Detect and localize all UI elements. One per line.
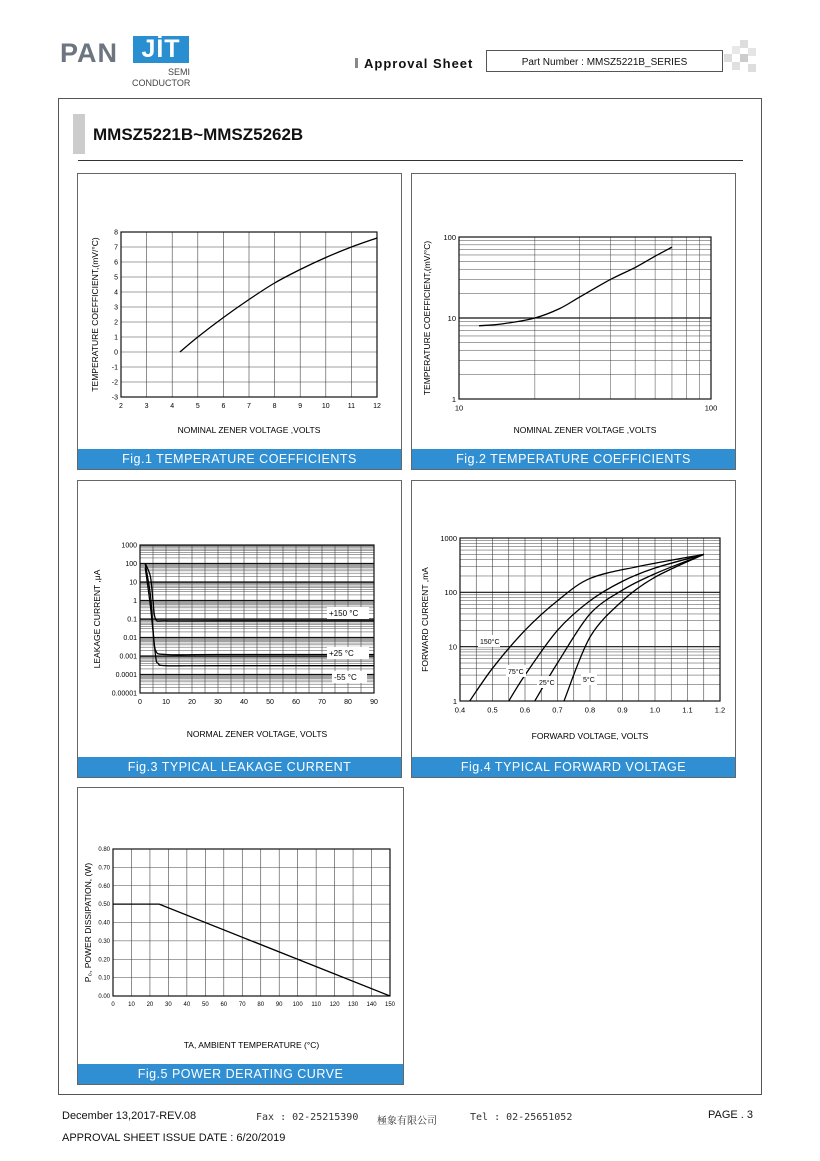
x-tick-label: 9	[298, 403, 303, 410]
x-tick-label: 70	[238, 1002, 246, 1008]
x-tick-label: 0.5	[487, 705, 498, 715]
y-tick-label: 0.60	[98, 883, 110, 890]
y-tick-label: 0.001	[119, 653, 137, 661]
x-tick-label: 1.0	[649, 705, 661, 715]
series-line	[113, 904, 390, 996]
x-axis-label: FORWARD VOLTAGE, VOLTS	[531, 731, 649, 741]
x-tick-label: 80	[257, 1002, 265, 1008]
y-tick-label: 5	[114, 274, 118, 282]
x-tick-label: 60	[292, 699, 300, 706]
x-tick-label: 6	[221, 403, 226, 410]
y-tick-label: 6	[114, 259, 118, 267]
y-tick-label: 1000	[440, 533, 457, 543]
x-axis-label: TA, AMBIENT TEMPERATURE (°C)	[183, 1040, 320, 1050]
y-tick-label: 10	[129, 579, 137, 587]
series-label: 75°C	[508, 669, 524, 676]
figure-caption: Fig.1 TEMPERATURE COEFFICIENTS	[78, 449, 401, 469]
y-tick-label: 0.20	[98, 957, 110, 964]
y-tick-label: 1	[451, 394, 456, 404]
y-tick-label: 1000	[121, 542, 137, 550]
x-tick-label: 130	[348, 1002, 359, 1008]
x-tick-label: 4	[170, 403, 175, 410]
logo-text-pan: PAN	[60, 38, 119, 68]
series-label: -55 °C	[334, 673, 357, 682]
x-tick-label: 10	[321, 403, 330, 410]
fig2-chart	[412, 174, 737, 451]
y-tick-label: 0.30	[98, 938, 110, 945]
y-axis-label: TEMPERATURE COEFFICIENT,(mV/°C)	[422, 240, 432, 396]
fax-number: Fax : 02-25215390	[256, 1112, 359, 1123]
x-tick-label: 0	[111, 1002, 115, 1008]
x-tick-label: 100	[704, 403, 718, 413]
x-tick-label: 2	[119, 403, 123, 410]
x-tick-label: 50	[266, 699, 274, 706]
revision-date: December 13,2017-REV.08	[62, 1110, 197, 1122]
figure-4-panel	[411, 480, 736, 778]
x-tick-label: 11	[347, 403, 356, 410]
figure-3-panel	[77, 480, 402, 778]
checker-decoration-icon	[724, 40, 764, 80]
x-tick-label: 70	[318, 699, 326, 706]
x-tick-label: 5	[195, 403, 200, 410]
x-tick-label: 0.8	[584, 705, 596, 715]
issue-date: APPROVAL SHEET ISSUE DATE : 6/20/2019	[62, 1132, 286, 1144]
fig4-chart	[412, 481, 737, 759]
x-tick-label: 0.9	[617, 705, 628, 715]
y-tick-label: -3	[111, 394, 118, 402]
y-tick-label: -1	[111, 364, 118, 372]
y-tick-label: 0	[114, 349, 118, 357]
part-number-box: Part Number : MMSZ5221B_SERIES	[486, 50, 723, 72]
y-axis-label: P₀, POWER DISSIPATION, (W)	[83, 862, 93, 983]
x-tick-label: 40	[183, 1002, 191, 1008]
x-tick-label: 40	[240, 699, 248, 706]
title-divider	[78, 160, 743, 161]
figure-caption: Fig.3 TYPICAL LEAKAGE CURRENT	[78, 757, 401, 777]
x-tick-label: 0.4	[454, 705, 466, 715]
x-tick-label: 0.6	[519, 705, 531, 715]
y-tick-label: 100	[444, 588, 457, 598]
logo-sub-semi: SEMI	[167, 67, 190, 77]
y-tick-label: -2	[111, 379, 118, 387]
figure-caption: Fig.2 TEMPERATURE COEFFICIENTS	[412, 449, 735, 469]
y-tick-label: 0.50	[98, 902, 110, 909]
x-tick-label: 0.7	[552, 705, 563, 715]
x-tick-label: 140	[366, 1002, 377, 1008]
y-tick-label: 0.80	[98, 847, 110, 853]
figure-5-panel	[77, 787, 404, 1085]
fig3-chart	[78, 481, 403, 759]
x-tick-label: 50	[201, 1002, 209, 1008]
figure-caption: Fig.4 TYPICAL FORWARD VOLTAGE	[412, 757, 735, 777]
x-tick-label: 30	[214, 699, 222, 706]
y-axis-label: FORWARD CURRENT ,mA	[420, 567, 430, 672]
x-tick-label: 10	[454, 403, 464, 413]
y-tick-label: 2	[114, 319, 118, 327]
y-tick-label: 8	[114, 229, 118, 237]
series-line	[479, 247, 672, 326]
logo-text-jit: JİT	[133, 36, 189, 63]
fig1-chart	[78, 174, 403, 451]
x-tick-label: 90	[275, 1002, 283, 1008]
series-label: 150°C	[480, 639, 500, 646]
title-accent	[73, 114, 85, 154]
y-tick-label: 0.70	[98, 865, 110, 872]
series-label: +150 °C	[329, 609, 359, 618]
y-tick-label: 4	[114, 289, 118, 297]
y-tick-label: 0.0001	[115, 672, 137, 679]
approval-marker	[355, 58, 358, 68]
x-tick-label: 110	[311, 1002, 321, 1008]
y-tick-label: 1	[452, 696, 457, 706]
y-tick-label: 0.1	[127, 616, 137, 624]
y-tick-label: 1	[114, 334, 118, 342]
x-tick-label: 150	[384, 1002, 396, 1008]
y-tick-label: 10	[447, 313, 456, 323]
y-tick-label: 7	[114, 244, 118, 252]
series-label: +25 °C	[329, 649, 354, 658]
x-tick-label: 8	[272, 403, 277, 410]
x-tick-label: 120	[329, 1002, 340, 1008]
y-tick-label: 100	[125, 561, 137, 568]
x-tick-label: 80	[344, 699, 352, 706]
logo-subtitle	[132, 67, 190, 89]
y-tick-label: 0.00	[98, 994, 110, 1000]
figure-2-panel	[411, 173, 736, 470]
x-tick-label: 1.2	[714, 705, 726, 715]
y-tick-label: 0.40	[98, 920, 110, 927]
y-axis-label: LEAKAGE CURRENT ,μA	[92, 569, 102, 669]
figure-caption: Fig.5 POWER DERATING CURVE	[78, 1064, 403, 1084]
y-axis-label: TEMPERATURE COEFFICIENT,(mV/°C)	[90, 237, 100, 392]
x-tick-label: 0	[138, 699, 142, 706]
company-name: 極象有限公司	[377, 1116, 437, 1127]
x-tick-label: 100	[292, 1002, 303, 1008]
approval-sheet-label: Approval Sheet	[364, 56, 474, 71]
y-tick-label: 3	[114, 304, 118, 312]
fig5-chart	[78, 788, 405, 1066]
figure-1-panel	[77, 173, 402, 470]
x-tick-label: 1.1	[682, 705, 693, 715]
x-tick-label: 12	[373, 403, 381, 410]
x-tick-label: 3	[144, 403, 149, 410]
series-label: 5°C	[583, 677, 595, 684]
x-tick-label: 30	[165, 1002, 172, 1008]
y-tick-label: 0.10	[98, 975, 110, 982]
x-tick-label: 90	[370, 699, 378, 706]
x-axis-label: NORMAL ZENER VOLTAGE, VOLTS	[186, 729, 328, 739]
x-tick-label: 10	[162, 699, 170, 706]
x-axis-label: NOMINAL ZENER VOLTAGE ,VOLTS	[177, 425, 321, 435]
x-tick-label: 60	[220, 1002, 228, 1008]
x-axis-label: NOMINAL ZENER VOLTAGE ,VOLTS	[513, 425, 657, 435]
logo-sub-conductor: CONDUCTOR	[132, 78, 191, 88]
series-line	[180, 238, 377, 352]
x-tick-label: 20	[188, 699, 196, 706]
x-tick-label: 10	[128, 1002, 135, 1008]
series-label: 25°C	[539, 680, 555, 687]
y-tick-label: 0.01	[123, 635, 137, 642]
x-tick-label: 20	[146, 1002, 154, 1008]
page-number: PAGE . 3	[708, 1109, 754, 1121]
x-tick-label: 7	[247, 403, 251, 410]
page-title: MMSZ5221B~MMSZ5262B	[93, 125, 304, 144]
tel-number: Tel : 02-25651052	[470, 1112, 573, 1123]
y-tick-label: 10	[448, 642, 457, 652]
y-tick-label: 1	[133, 598, 137, 605]
y-tick-label: 100	[443, 232, 456, 242]
y-tick-label: 0.00001	[111, 690, 137, 698]
